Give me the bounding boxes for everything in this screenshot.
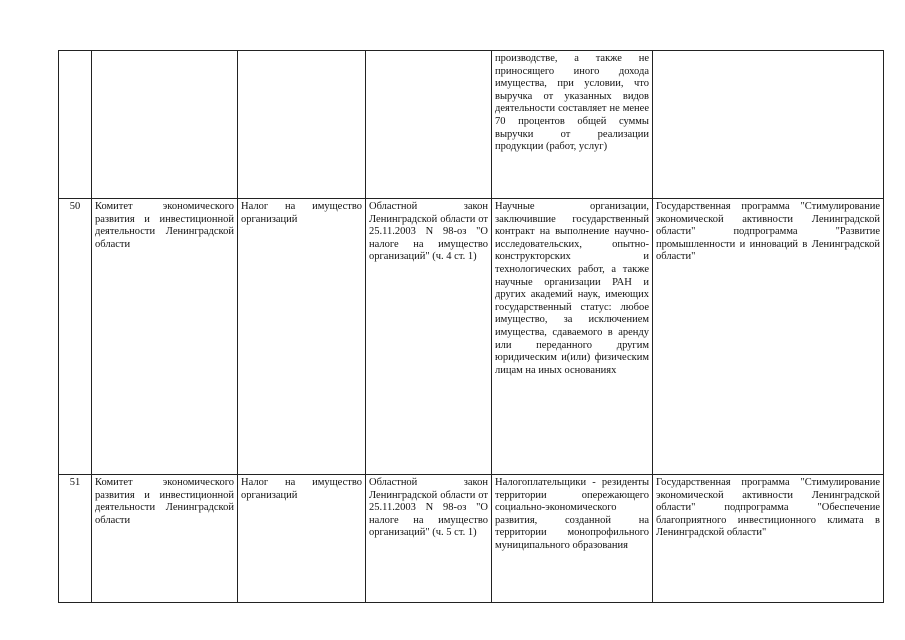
table-row-continuation bbox=[59, 51, 884, 199]
cell-empty bbox=[92, 51, 238, 199]
committee-cell: Комитет экономического развития и инвестиционной деятельности Ленинградской области bbox=[92, 475, 238, 603]
cell-empty bbox=[238, 51, 366, 199]
cell-empty bbox=[59, 51, 92, 199]
committee-cell: Комитет экономического развития и инвестиционной деятельности Ленинградской области bbox=[92, 199, 238, 475]
row-number: 51 bbox=[59, 475, 92, 603]
cell-empty bbox=[653, 51, 884, 199]
program-cell: Государственная программа "Стимулирование экономической активности Ленинградской области" подпрограмма "Развитие промышленности и инноваций в Ленинградской области" bbox=[653, 199, 884, 475]
tax-cell: Налог на имущество организаций bbox=[238, 475, 366, 603]
program-cell: Государственная программа "Стимулирование экономической активности Ленинградской области" подпрограмма "Обеспечение благоприятного инвестиционного климата в Ленинградской области" bbox=[653, 475, 884, 603]
table-row bbox=[59, 199, 884, 475]
beneficiaries-cell: Налогоплательщики - резиденты территории опережающего социально-экономического развития, созданной на территории монопрофильного муниципального образования bbox=[492, 475, 653, 603]
beneficiaries-cell: Научные организации, заключившие государственный контракт на выполнение научно-исследовательских, опытно-конструкторских и технологических работ, а также научные организации РАН и других академий наук, имеющих государственный статус: любое имущество, за исключением имущества, сдаваемого в аренду или переданного другим юридическим и(или) физическим лицам на иных основаниях bbox=[492, 199, 653, 475]
tax-cell: Налог на имущество организаций bbox=[238, 199, 366, 475]
table-row bbox=[59, 475, 884, 603]
law-cell: Областной закон Ленинградской области от 25.11.2003 N 98-оз "О налоге на имущество организаций" (ч. 5 ст. 1) bbox=[366, 475, 492, 603]
row-number: 50 bbox=[59, 199, 92, 475]
beneficiaries-cell: производстве, а также не приносящего иного дохода имущества, при условии, что выручка от указанных видов деятельности составляет не менее 70 процентов общей суммы выручки от реализации продукции (работ, услуг) bbox=[492, 51, 653, 199]
law-cell: Областной закон Ленинградской области от 25.11.2003 N 98-оз "О налоге на имущество организаций" (ч. 4 ст. 1) bbox=[366, 199, 492, 475]
cell-empty bbox=[366, 51, 492, 199]
benefits-table bbox=[58, 50, 884, 603]
